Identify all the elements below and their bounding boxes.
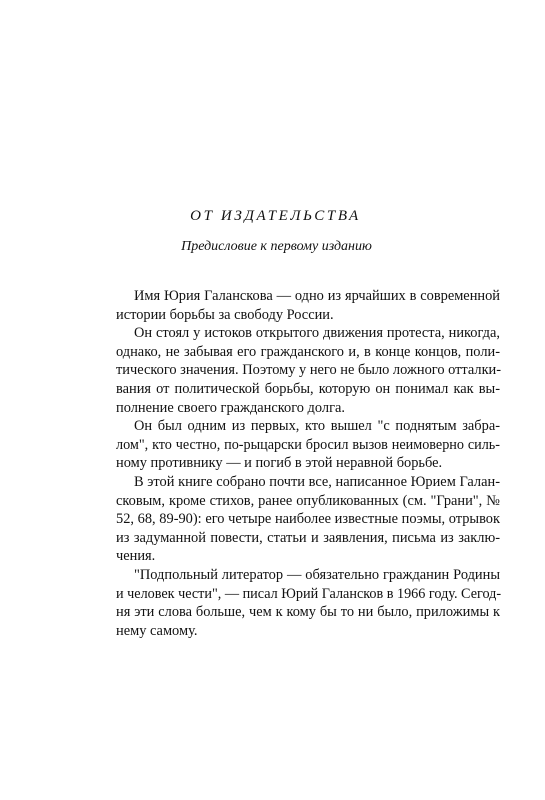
section-subheading: Предисловие к первому изданию — [181, 239, 372, 254]
paragraph — [116, 417, 500, 473]
text-line: однако, не забывая его гражданского и, в конце концов, поли- — [116, 343, 500, 360]
text-line: нему самому. — [116, 622, 198, 639]
text-line: чения. — [116, 548, 156, 565]
text-line: лом", кто честно, по-рыцарски бросил вызов неимоверно силь- — [116, 436, 500, 453]
text-line: тического значения. Поэтому у него не было ложного отталки- — [116, 362, 502, 379]
text-line: Имя Юрия Галанскова — одно из ярчайших в современной — [134, 288, 500, 304]
text-line: В этой книге собрано почти все, написанное Юрием Галан- — [134, 473, 500, 490]
paragraph — [116, 473, 500, 566]
text-line: ня эти слова больше, чем к кому бы то ни было, приложимы к — [116, 604, 500, 621]
paragraph — [116, 324, 500, 417]
text-line: истории борьбы за свободу России. — [116, 306, 334, 323]
text-line: Он стоял у истоков открытого движения протеста, никогда, — [134, 325, 500, 342]
paragraph — [116, 287, 500, 324]
preface-text — [116, 287, 500, 640]
section-heading: ОТ ИЗДАТЕЛЬСТВА — [190, 208, 361, 224]
text-line: "Подпольный литератор — обязательно гражданин Родины — [134, 566, 500, 583]
text-line: 52, 68, 89-90): его четыре наиболее известные поэмы, отрывок — [116, 511, 500, 528]
text-line: Он был одним из первых, кто вышел "с поднятым забра- — [134, 418, 500, 435]
text-line: сковым, кроме стихов, ранее опубликованных (см. "Грани", № — [116, 492, 500, 509]
text-line: и человек чести", — писал Юрий Галансков в 1966 году. Сегод- — [116, 585, 502, 602]
text-line: из задуманной повести, статьи и заявления, письма из заклю- — [116, 529, 500, 546]
text-line: полнение своего гражданского долга. — [116, 399, 345, 416]
paragraph — [116, 566, 500, 640]
text-line: вания от политической борьбы, которую он понимал как вы- — [116, 380, 500, 397]
text-line: ному противнику — и погиб в этой неравной борьбе. — [116, 455, 443, 472]
